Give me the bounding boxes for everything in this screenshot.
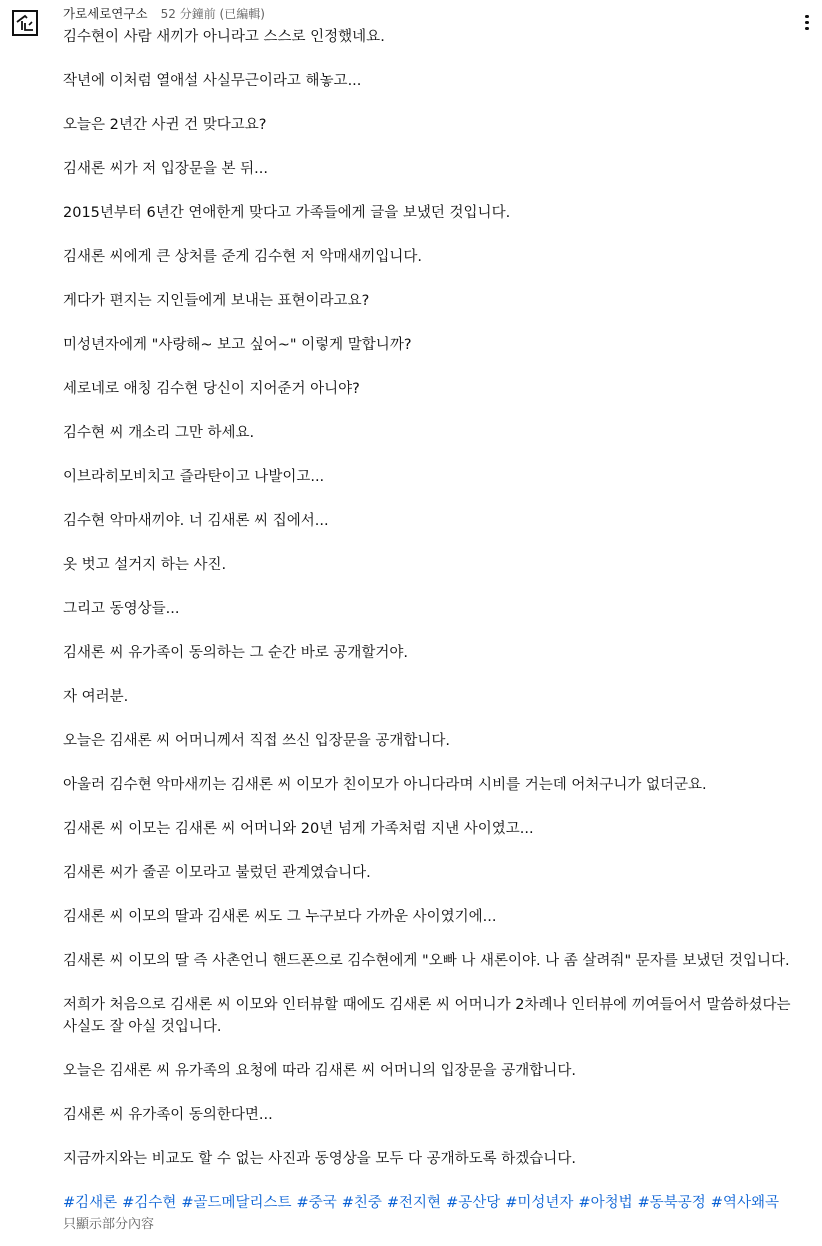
- post-content: [63, 26, 793, 1235]
- channel-avatar[interactable]: [12, 10, 38, 36]
- post-line: 오늘은 김새론 씨 어머니께서 직접 쓰신 입장문을 공개합니다.: [63, 733, 451, 749]
- partial-content-note: 只顯示部分內容: [63, 1217, 155, 1232]
- post-line: 김새론 씨 이모의 딸 즉 사촌언니 핸드폰으로 김수현에게 "오빠 나 새론이야. 나 좀 살려줘" 문자를 보냈던 것입니다.: [63, 953, 790, 969]
- post-line: 지금까지와는 비교도 할 수 없는 사진과 동영상을 모두 다 공개하도록 하겠습니다.: [63, 1151, 576, 1167]
- post-line: 김새론 씨가 저 입장문을 본 뒤...: [63, 161, 268, 177]
- channel-name-link[interactable]: 가로세로연구소: [63, 6, 148, 21]
- hashtag-link[interactable]: #김수현: [122, 1195, 177, 1211]
- post-line: 김새론 씨 이모의 딸과 김새론 씨도 그 누구보다 가까운 사이였기에...: [63, 909, 497, 925]
- hashtag-link[interactable]: #동북공정: [637, 1195, 706, 1211]
- post-line: 김새론 씨에게 큰 상처를 준게 김수현 저 악매새끼입니다.: [63, 249, 423, 265]
- post-line: 김수현 악마새끼야. 너 김새론 씨 집에서...: [63, 513, 329, 529]
- hashtag-link[interactable]: #골드메달리스트: [181, 1195, 292, 1211]
- hashtag-link[interactable]: #친중: [341, 1195, 382, 1211]
- post-line: 저희가 처음으로 김새론 씨 이모와 인터뷰할 때에도 김새론 씨 어머니가 2차례나 인터뷰에 끼여들어서 말씀하셨다는 사실도 잘 아실 것입니다.: [63, 997, 791, 1035]
- post-line: 김새론 씨 유가족이 동의하는 그 순간 바로 공개할거야.: [63, 645, 409, 661]
- more-options-button[interactable]: [800, 12, 814, 34]
- hashtag-link[interactable]: #김새론: [63, 1195, 118, 1211]
- edited-label: (已編輯): [219, 7, 265, 21]
- post-line: 김새론 씨 이모는 김새론 씨 어머니와 20년 넘게 가족처럼 지낸 사이였고...: [63, 821, 534, 837]
- post-line: 김수현이 사람 새끼가 아니라고 스스로 인정했네요.: [63, 29, 385, 45]
- hashtag-link[interactable]: #전지현: [386, 1195, 442, 1211]
- post-header: [63, 4, 265, 22]
- post-line: 작년에 이처럼 열애설 사실무근이라고 해놓고...: [63, 73, 362, 89]
- post-line: 이브라히모비치고 즐라탄이고 나발이고...: [63, 469, 325, 485]
- post-line: 오늘은 김새론 씨 유가족의 요청에 따라 김새론 씨 어머니의 입장문을 공개합니다.: [63, 1063, 576, 1079]
- post-line: 미성년자에게 "사랑해~ 보고 싶어~" 이렇게 말합니까?: [63, 337, 412, 353]
- post-text: [63, 26, 793, 1170]
- post-line: 게다가 편지는 지인들에게 보내는 표현이라고요?: [63, 293, 370, 309]
- more-vert-icon: [800, 15, 814, 31]
- hashtag-list: [63, 1192, 793, 1214]
- post-line: 2015년부터 6년간 연애한게 맞다고 가족들에게 글을 보냈던 것입니다.: [63, 205, 511, 221]
- post-timestamp[interactable]: [161, 7, 265, 21]
- post-line: 옷 벗고 설거지 하는 사진.: [63, 557, 227, 573]
- hashtag-link[interactable]: #역사왜곡: [710, 1195, 779, 1211]
- post-line: 오늘은 2년간 사귄 건 맞다고요?: [63, 117, 267, 133]
- post-line: 김새론 씨가 줄곧 이모라고 불렀던 관계였습니다.: [63, 865, 371, 881]
- post-line: 김수현 씨 개소리 그만 하세요.: [63, 425, 255, 441]
- hashtag-link[interactable]: #공산당: [446, 1195, 501, 1211]
- hashtag-link[interactable]: #미성년자: [505, 1195, 574, 1211]
- post-line: 아울러 김수현 악마새끼는 김새론 씨 이모가 친이모가 아니다라며 시비를 거는데 어처구니가 없더군요.: [63, 777, 707, 793]
- timestamp-text: 52 分鐘前: [160, 7, 216, 21]
- channel-logo-icon: [14, 12, 36, 34]
- hashtag-link[interactable]: #아청법: [578, 1195, 633, 1211]
- post-line: 세로네로 애칭 김수현 당신이 지어준거 아니야?: [63, 381, 360, 397]
- post-line: 그리고 동영상들...: [63, 601, 180, 617]
- post-line: 자 여러분.: [63, 689, 129, 705]
- post-line: 김새론 씨 유가족이 동의한다면...: [63, 1107, 273, 1123]
- hashtag-link[interactable]: #중국: [296, 1195, 337, 1211]
